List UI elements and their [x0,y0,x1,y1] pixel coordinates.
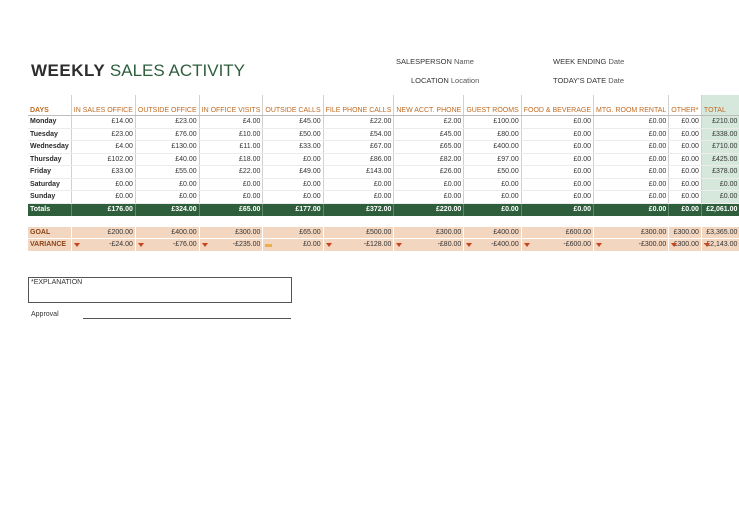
amount-cell[interactable]: £23.00 [135,116,199,129]
amount-cell[interactable]: £18.00 [199,153,263,166]
title-bold: WEEKLY [31,61,106,80]
total-cell[interactable]: £710.00 [701,141,739,154]
totals-cell[interactable]: £65.00 [199,203,263,216]
amount-cell[interactable]: £50.00 [464,166,521,179]
row-label: Monday [28,116,71,129]
day-row [28,153,739,166]
variance-cell[interactable]: -£300.00 [669,239,702,251]
amount-cell[interactable]: £0.00 [394,178,464,191]
goal-cell[interactable]: £300.00 [199,227,263,239]
day-row [28,116,739,129]
red-down-arrow-icon [74,243,80,247]
amount-cell[interactable]: £80.00 [464,128,521,141]
variance-cell[interactable]: -£300.00 [594,239,669,251]
amount-cell[interactable]: £400.00 [464,141,521,154]
totals-cell[interactable]: £177.00 [263,203,323,216]
amount-cell[interactable]: £0.00 [521,116,593,129]
day-row [28,141,739,154]
amount-cell[interactable]: £0.00 [323,191,394,204]
variance-cell[interactable]: -£24.00 [71,239,135,251]
salesperson-field[interactable] [396,57,474,66]
amount-cell[interactable]: £0.00 [669,116,702,129]
totals-cell[interactable]: £0.00 [464,203,521,216]
amount-cell[interactable]: £0.00 [521,141,593,154]
total-cell[interactable]: £425.00 [701,153,739,166]
amount-cell[interactable]: £22.00 [323,116,394,129]
location-label: LOCATION [411,76,449,85]
amount-cell[interactable]: £0.00 [521,153,593,166]
amount-cell[interactable]: £0.00 [521,128,593,141]
amount-cell[interactable]: £22.00 [199,166,263,179]
salesperson-value[interactable]: Name [453,57,474,66]
totals-cell[interactable]: £372.00 [323,203,394,216]
todays-date-label: TODAY'S DATE [553,76,607,85]
amount-cell[interactable]: £4.00 [199,116,263,129]
week-ending-label: WEEK ENDING [553,57,607,66]
row-label: GOAL [28,227,71,239]
goal-cell[interactable]: £600.00 [521,227,593,239]
amount-cell[interactable]: £0.00 [669,178,702,191]
amount-cell[interactable]: £0.00 [71,191,135,204]
amount-cell[interactable]: £2.00 [394,116,464,129]
variance-cell[interactable]: -£235.00 [199,239,263,251]
amount-cell[interactable]: £0.00 [594,141,669,154]
amount-cell[interactable]: £0.00 [669,153,702,166]
amount-cell[interactable]: £14.00 [71,116,135,129]
amount-cell[interactable]: £0.00 [323,178,394,191]
amount-cell[interactable]: £55.00 [135,166,199,179]
amount-cell[interactable]: £10.00 [199,128,263,141]
column-header: NEW ACCT. PHONE [394,95,464,116]
variance-cell[interactable]: £0.00 [263,239,323,251]
variance-cell[interactable]: -£400.00 [464,239,521,251]
amount-cell[interactable]: £0.00 [521,178,593,191]
amount-cell[interactable]: £0.00 [464,191,521,204]
amount-cell[interactable]: £45.00 [263,116,323,129]
total-cell[interactable]: £210.00 [701,116,739,129]
week-ending-value[interactable]: Date [608,57,625,66]
amount-cell[interactable]: £0.00 [669,141,702,154]
column-header: FILE PHONE CALLS [323,95,394,116]
day-row [28,191,739,204]
day-row [28,166,739,179]
yellow-flat-dash-icon [265,244,272,247]
total-cell[interactable]: £0.00 [701,178,739,191]
amount-cell[interactable]: £100.00 [464,116,521,129]
amount-cell[interactable]: £0.00 [594,178,669,191]
week-ending-field[interactable] [553,57,624,66]
amount-cell[interactable]: £0.00 [594,153,669,166]
amount-cell[interactable]: £23.00 [71,128,135,141]
amount-cell[interactable]: £26.00 [394,166,464,179]
amount-cell[interactable]: £54.00 [323,128,394,141]
variance-cell[interactable]: -£80.00 [394,239,464,251]
amount-cell[interactable]: £0.00 [464,178,521,191]
column-header: OUTSIDE OFFICE [135,95,199,116]
amount-cell[interactable]: £0.00 [199,191,263,204]
total-cell[interactable]: £0.00 [701,191,739,204]
red-down-arrow-icon [704,243,710,247]
row-label: Saturday [28,178,71,191]
day-row [28,178,739,191]
row-label: VARIANCE [28,239,71,251]
amount-cell[interactable]: £130.00 [135,141,199,154]
todays-date-value[interactable]: Date [608,76,625,85]
amount-cell[interactable]: £0.00 [199,178,263,191]
title-rest: SALES ACTIVITY [109,61,246,80]
amount-cell[interactable]: £0.00 [71,178,135,191]
totals-cell[interactable]: £0.00 [594,203,669,216]
total-cell[interactable]: -£2,143.00 [701,239,739,251]
red-down-arrow-icon [202,243,208,247]
row-label: Friday [28,166,71,179]
amount-cell[interactable]: £49.00 [263,166,323,179]
goal-cell[interactable]: £400.00 [135,227,199,239]
amount-cell[interactable]: £4.00 [71,141,135,154]
spacer-cell [28,216,739,227]
todays-date-field[interactable] [553,76,624,85]
total-cell[interactable]: £2,061.00 [701,203,739,216]
goal-cell[interactable]: £65.00 [263,227,323,239]
amount-cell[interactable]: £0.00 [263,178,323,191]
amount-cell[interactable]: £102.00 [71,153,135,166]
red-down-arrow-icon [466,243,472,247]
red-down-arrow-icon [524,243,530,247]
approval-label: Approval [31,311,59,318]
amount-cell[interactable]: £82.00 [394,153,464,166]
column-header: FOOD & BEVERAGE [521,95,593,116]
amount-cell[interactable]: £76.00 [135,128,199,141]
goal-cell[interactable]: £500.00 [323,227,394,239]
total-cell[interactable]: £338.00 [701,128,739,141]
variance-cell[interactable]: -£128.00 [323,239,394,251]
amount-cell[interactable]: £0.00 [394,191,464,204]
totals-cell[interactable]: £0.00 [521,203,593,216]
goal-cell[interactable]: £200.00 [71,227,135,239]
goal-cell[interactable]: £300.00 [394,227,464,239]
row-label: Sunday [28,191,71,204]
amount-cell[interactable]: £0.00 [135,178,199,191]
variance-cell[interactable]: -£600.00 [521,239,593,251]
amount-cell[interactable]: £11.00 [199,141,263,154]
amount-cell[interactable]: £0.00 [594,166,669,179]
amount-cell[interactable]: £33.00 [263,141,323,154]
total-cell[interactable]: £378.00 [701,166,739,179]
amount-cell[interactable]: £0.00 [521,191,593,204]
explanation-box[interactable] [28,277,292,303]
red-down-arrow-icon [326,243,332,247]
location-value[interactable]: Location [450,76,480,85]
day-row [28,128,739,141]
goal-cell[interactable]: £300.00 [669,227,702,239]
amount-cell[interactable]: £0.00 [669,191,702,204]
amount-cell[interactable]: £97.00 [464,153,521,166]
amount-cell[interactable]: £0.00 [594,191,669,204]
row-label: Wednesday [28,141,71,154]
amount-cell[interactable]: £45.00 [394,128,464,141]
amount-cell[interactable]: £0.00 [263,153,323,166]
sheet-title [31,61,245,81]
salesperson-label: SALESPERSON [396,57,452,66]
goal-row [28,227,739,239]
amount-cell[interactable]: £40.00 [135,153,199,166]
row-label: Totals [28,203,71,216]
amount-cell[interactable]: £65.00 [394,141,464,154]
totals-cell[interactable]: £324.00 [135,203,199,216]
amount-cell[interactable]: £0.00 [594,116,669,129]
variance-cell[interactable]: -£76.00 [135,239,199,251]
header-row [28,95,739,116]
amount-cell[interactable]: £143.00 [323,166,394,179]
column-header: GUEST ROOMS [464,95,521,116]
location-field[interactable] [411,76,479,85]
column-header: IN SALES OFFICE [71,95,135,116]
red-down-arrow-icon [671,243,677,247]
variance-row [28,239,739,251]
red-down-arrow-icon [396,243,402,247]
red-down-arrow-icon [596,243,602,247]
column-header: OTHER* [669,95,702,116]
column-header: OUTSIDE CALLS [263,95,323,116]
amount-cell[interactable]: £0.00 [669,128,702,141]
amount-cell[interactable]: £67.00 [323,141,394,154]
amount-cell[interactable]: £0.00 [263,191,323,204]
spacer-row [28,216,739,227]
goal-cell[interactable]: £400.00 [464,227,521,239]
goal-cell[interactable]: £300.00 [594,227,669,239]
totals-cell[interactable]: £220.00 [394,203,464,216]
amount-cell[interactable]: £0.00 [521,166,593,179]
approval-signature-line[interactable] [83,318,291,319]
totals-cell[interactable]: £0.00 [669,203,702,216]
amount-cell[interactable]: £86.00 [323,153,394,166]
column-header-total: TOTAL [701,95,739,116]
sales-activity-table [28,95,739,251]
amount-cell[interactable]: £0.00 [669,166,702,179]
column-header: MTG. ROOM RENTAL [594,95,669,116]
amount-cell[interactable]: £50.00 [263,128,323,141]
red-down-arrow-icon [138,243,144,247]
column-header: IN OFFICE VISITS [199,95,263,116]
column-header-days: DAYS [28,95,71,116]
totals-row [28,203,739,216]
amount-cell[interactable]: £0.00 [594,128,669,141]
explanation-label: *EXPLANATION [31,279,83,286]
total-cell[interactable]: £3,365.00 [701,227,739,239]
row-label: Thursday [28,153,71,166]
totals-cell[interactable]: £176.00 [71,203,135,216]
row-label: Tuesday [28,128,71,141]
amount-cell[interactable]: £0.00 [135,191,199,204]
amount-cell[interactable]: £33.00 [71,166,135,179]
